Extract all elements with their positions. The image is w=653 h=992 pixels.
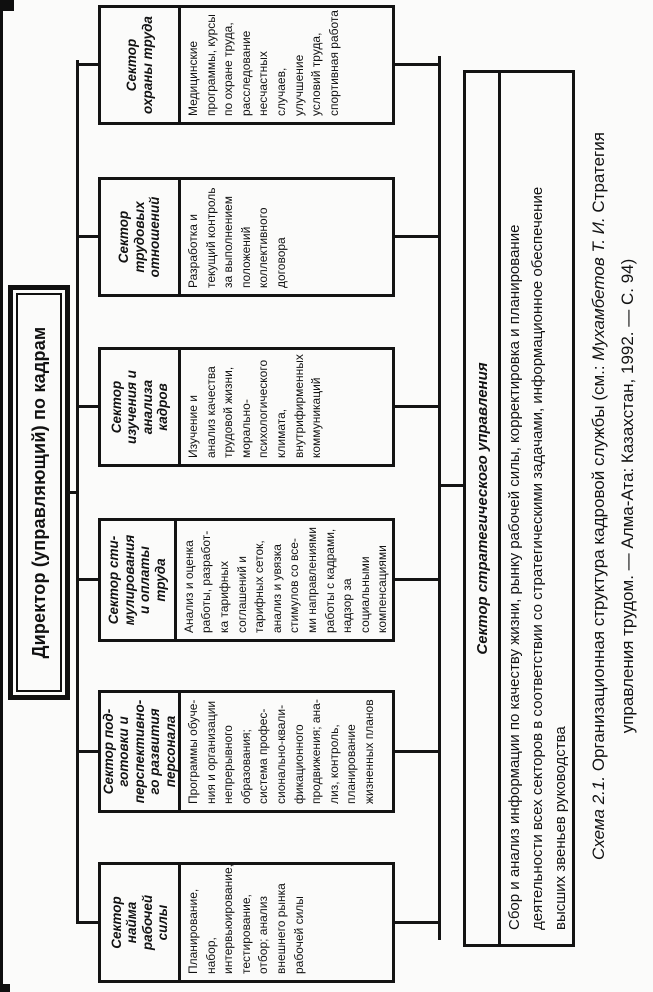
sector-desc-line: соглашений и xyxy=(234,556,249,633)
connector-top-stub xyxy=(76,236,98,239)
sector-title-line: трудовых xyxy=(131,201,147,273)
sector-desc-line: жизненных планов xyxy=(361,699,376,804)
sector-title-line: перспективно- xyxy=(131,699,147,804)
sector-desc-line: анализ качества xyxy=(203,366,218,458)
sector-desc-line: сионально-квали- xyxy=(273,704,288,804)
sector-title-line: мулирования xyxy=(121,534,137,626)
sector-box-3 xyxy=(98,518,395,642)
diagram-caption xyxy=(584,0,642,992)
sector-desc-line: продвижения; ана- xyxy=(309,699,324,804)
connector-bottom-bus xyxy=(438,56,441,940)
sector-desc-line: рабочей силы xyxy=(291,896,306,974)
sector-desc-line: система профес- xyxy=(256,708,271,804)
sector-desc-line: морально- xyxy=(238,399,253,458)
caption-line-2: управления трудом. — Алма-Ата: Казахстан, 1992. — С. 94) xyxy=(618,258,637,734)
sector-title-line: труда xyxy=(152,558,168,602)
sector-title-line: кадров xyxy=(155,383,170,431)
caption-book-start: Стратегия xyxy=(589,132,608,218)
sector-desc xyxy=(181,693,392,810)
sector-title-line: найма xyxy=(124,901,139,944)
sector-title-line: персонала xyxy=(162,715,178,788)
sector-desc-line: надзор за xyxy=(340,578,355,633)
sector-desc-line: анализ и увязка xyxy=(269,544,284,633)
director-box xyxy=(8,285,70,700)
sector-box-6 xyxy=(98,5,395,125)
connector-strategic-drop xyxy=(438,484,463,487)
connector-top-stub xyxy=(76,64,98,67)
sector-desc-line: коллективного xyxy=(256,207,271,288)
scan-corner-mark-top xyxy=(0,0,14,11)
scan-edge-line xyxy=(0,0,3,992)
sector-title xyxy=(101,180,181,294)
sector-desc-line: договора xyxy=(273,237,288,288)
connector-top-stub xyxy=(76,750,98,753)
sector-title-line: Сектор под- xyxy=(100,708,116,795)
sector-desc-line: внешнего рынка xyxy=(273,883,288,974)
sector-desc-line: Планирование, xyxy=(186,888,200,974)
sector-desc-line: климата, xyxy=(273,408,288,458)
sector-desc-line: Медицинские xyxy=(186,40,200,116)
sector-desc-line: по охране труда, xyxy=(221,22,236,116)
sector-title-line: рабочей xyxy=(139,894,155,951)
strategic-sector-box xyxy=(463,70,575,947)
sector-title-line: Сектор xyxy=(108,896,124,949)
caption-line-1 xyxy=(584,0,613,992)
sector-title-line: Сектор сти- xyxy=(106,535,122,625)
sector-title-line: изучения и xyxy=(124,370,139,444)
connector-bottom-stub xyxy=(393,579,441,582)
sector-desc-line: работы с кадрами, xyxy=(322,528,337,633)
sector-desc-line: ми направлениями xyxy=(305,527,320,633)
connector-top-stub xyxy=(76,921,98,924)
connector-top-bus xyxy=(76,60,79,924)
sector-desc-line: психологического xyxy=(256,359,271,458)
sector-box-2 xyxy=(98,690,395,813)
sector-desc xyxy=(181,8,392,122)
sector-desc-line: Программы обуче- xyxy=(186,699,200,804)
sector-desc-line: за выполнением xyxy=(221,196,236,288)
sector-title-line: Сектор xyxy=(116,210,132,264)
sector-desc-line: текущий контроль xyxy=(203,187,218,288)
scan-corner-mark-bottom xyxy=(0,984,10,992)
sector-desc-line: фикационного xyxy=(291,724,306,804)
connector-bottom-stub xyxy=(393,236,441,239)
sector-desc-line: интервьюирование, xyxy=(221,864,236,974)
sector-title xyxy=(101,8,181,122)
sector-title-line: Сектор xyxy=(124,38,139,92)
sector-title-line: готовки и xyxy=(116,716,132,787)
caption-author: Мухамбетов Т. И. xyxy=(589,217,608,361)
sector-box-5 xyxy=(98,177,395,297)
sector-title-line: силы xyxy=(155,904,170,941)
sector-desc-line: непрерывного xyxy=(221,725,236,804)
strategic-desc-line: Сбор и анализ информации по качеству жизни, рынку рабочей силы, корректировка и планирование xyxy=(506,224,523,930)
sector-desc-line: отбор; анализ xyxy=(256,896,271,974)
sector-desc xyxy=(181,865,392,980)
sector-desc-line: тарифных сеток, xyxy=(252,540,267,633)
sector-desc-line: улучшение xyxy=(291,54,306,116)
strategic-sector-title: Сектор стратегического управления xyxy=(466,73,501,944)
sector-title xyxy=(101,693,181,810)
sector-box-4 xyxy=(98,347,395,467)
sector-desc-line: Изучение и xyxy=(186,395,200,458)
sector-desc xyxy=(177,521,392,639)
connector-bottom-stub xyxy=(393,406,441,409)
sector-desc-line: расследование xyxy=(238,30,253,116)
sector-desc-line: ния и организации xyxy=(203,700,218,804)
sector-title xyxy=(101,521,177,639)
sector-desc-line: набор, xyxy=(203,937,218,974)
caption-title-text: Организационная структура кадровой службы (см.: xyxy=(589,360,608,776)
sector-title-line: Сектор xyxy=(108,380,124,434)
strategic-desc-line: деятельности всех секторов в соответствии со стратегическими задачами, информационное обеспечение xyxy=(529,186,546,930)
connector-bottom-stub xyxy=(393,921,441,924)
sector-desc-line: случаев, xyxy=(273,67,288,116)
sector-title-line: анализа xyxy=(139,379,155,435)
sector-desc-line: компенсациями xyxy=(375,545,390,633)
connector-bottom-stub xyxy=(393,64,441,67)
sector-title xyxy=(101,865,181,980)
sector-desc-line: условий труда, xyxy=(309,32,324,116)
sector-desc-line: стимулов со все- xyxy=(287,538,302,633)
director-label: Директор (управляющий) по кадрам xyxy=(16,293,62,692)
sector-desc-line: спортивная работа xyxy=(326,10,341,116)
sector-desc-line: Анализ и оценка xyxy=(181,540,196,633)
sector-desc-line: ка тарифных xyxy=(217,560,232,633)
sector-title xyxy=(101,350,181,464)
sector-desc-line: положений xyxy=(238,226,253,288)
sector-desc xyxy=(181,350,392,464)
sector-desc-line: тестирование, xyxy=(238,894,253,974)
sector-desc-line: коммуникаций xyxy=(309,377,324,458)
sector-title-line: и оплаты xyxy=(137,546,153,614)
sector-desc-line: несчастных xyxy=(256,51,271,116)
sector-desc-line: работы, разработ- xyxy=(199,530,214,633)
sector-title-line: охраны труда xyxy=(139,16,155,114)
sector-desc-line: образования; xyxy=(238,729,253,804)
connector-top-stub xyxy=(76,579,98,582)
connector-top-stub xyxy=(76,406,98,409)
sector-desc-line: социальными xyxy=(357,556,372,633)
sector-desc-line: Разработка и xyxy=(186,214,200,288)
sector-box-1 xyxy=(98,862,395,983)
strategic-sector-desc xyxy=(501,73,572,944)
caption-schema-number: Схема 2.1. xyxy=(589,775,608,860)
sector-desc-line: планирование xyxy=(344,724,359,804)
sector-title-line: отношений xyxy=(147,196,163,278)
sector-desc xyxy=(181,180,392,294)
sector-desc-line: лиз, контроль, xyxy=(326,724,341,804)
strategic-desc-line: высших звеньев руководства xyxy=(552,726,569,930)
sector-desc-line: трудовой жизни, xyxy=(221,366,236,458)
sector-title-line: го развития xyxy=(147,708,163,795)
sector-desc-line: внутрифирменных xyxy=(291,354,306,458)
connector-bottom-stub xyxy=(393,750,441,753)
sector-desc-line: программы, курсы xyxy=(203,14,218,116)
